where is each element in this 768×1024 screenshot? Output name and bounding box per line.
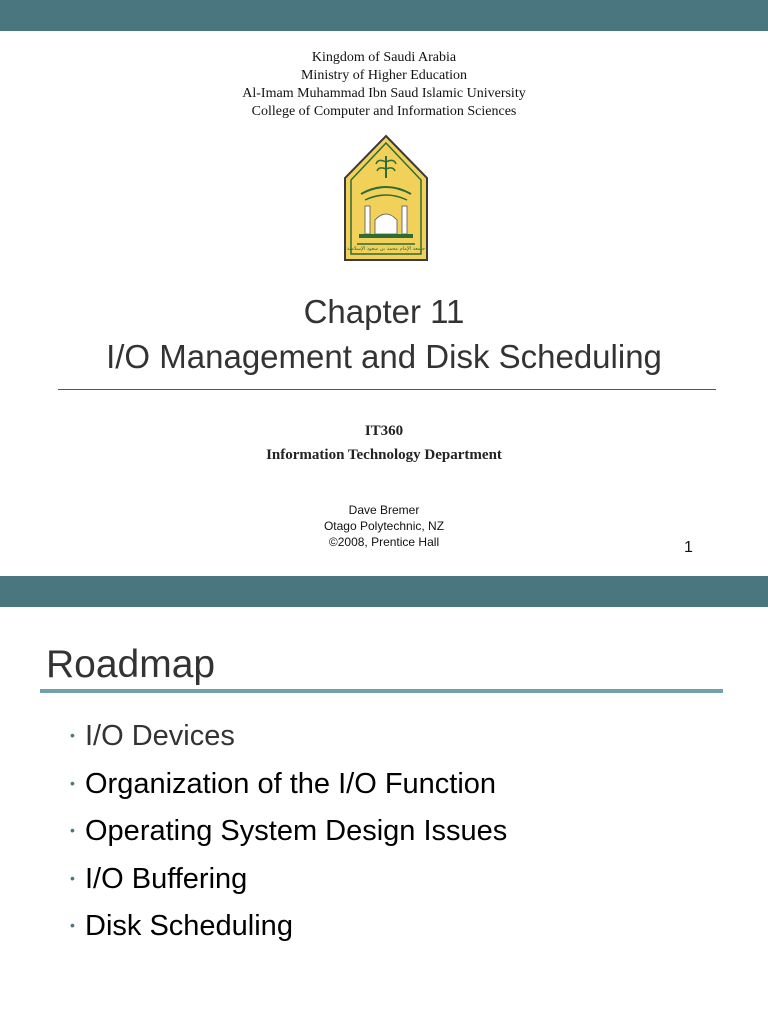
list-item xyxy=(70,763,507,811)
author-affiliation: Otago Polytechnic, NZ xyxy=(323,519,445,533)
bullet-icon: • xyxy=(70,727,75,743)
bullet-icon: • xyxy=(70,917,75,933)
university-emblem-icon xyxy=(341,134,431,264)
header-line-kingdom: Kingdom of Saudi Arabia xyxy=(311,50,457,65)
list-item xyxy=(70,810,507,858)
institution-header xyxy=(0,49,768,121)
chapter-subtitle: I/O Management and Disk Scheduling xyxy=(106,338,662,375)
bullet-icon: • xyxy=(70,869,75,886)
title-underline xyxy=(40,689,723,693)
bullet-text: I/O Buffering xyxy=(85,862,248,895)
header-line-university: Al-Imam Muhammad Ibn Saud Islamic University xyxy=(242,86,526,101)
bullet-list xyxy=(70,715,507,953)
author-name: Dave Bremer xyxy=(348,503,420,517)
top-band xyxy=(0,0,768,31)
bullet-text: Organization of the I/O Function xyxy=(85,767,497,800)
list-item xyxy=(70,715,507,763)
bullet-icon: • xyxy=(70,774,75,791)
course-info xyxy=(0,419,768,467)
author-info xyxy=(0,502,768,550)
bullet-icon: • xyxy=(70,822,75,838)
bullet-text: Operating System Design Issues xyxy=(85,815,508,847)
slide-separator-band xyxy=(0,576,768,607)
bullet-text: I/O Devices xyxy=(85,720,235,752)
svg-text:جامعة الإمام محمد بن سعود الإس: جامعة الإمام محمد بن سعود الإسلامية xyxy=(346,246,426,252)
list-item xyxy=(70,858,507,906)
title-slide xyxy=(0,31,768,576)
course-code: IT360 xyxy=(364,423,404,439)
chapter-title: Chapter 11 xyxy=(303,293,465,330)
bullet-text: Disk Scheduling xyxy=(85,910,293,942)
copyright-line: ©2008, Prentice Hall xyxy=(328,535,440,549)
department-name: Information Technology Department xyxy=(266,447,502,463)
page-number: 1 xyxy=(684,539,693,556)
roadmap-slide xyxy=(0,607,768,1024)
header-line-ministry: Ministry of Higher Education xyxy=(300,68,468,83)
slide-title: Roadmap xyxy=(46,643,216,686)
title-divider xyxy=(58,389,716,390)
list-item xyxy=(70,905,507,953)
header-line-college: College of Computer and Information Sciences xyxy=(251,104,517,119)
